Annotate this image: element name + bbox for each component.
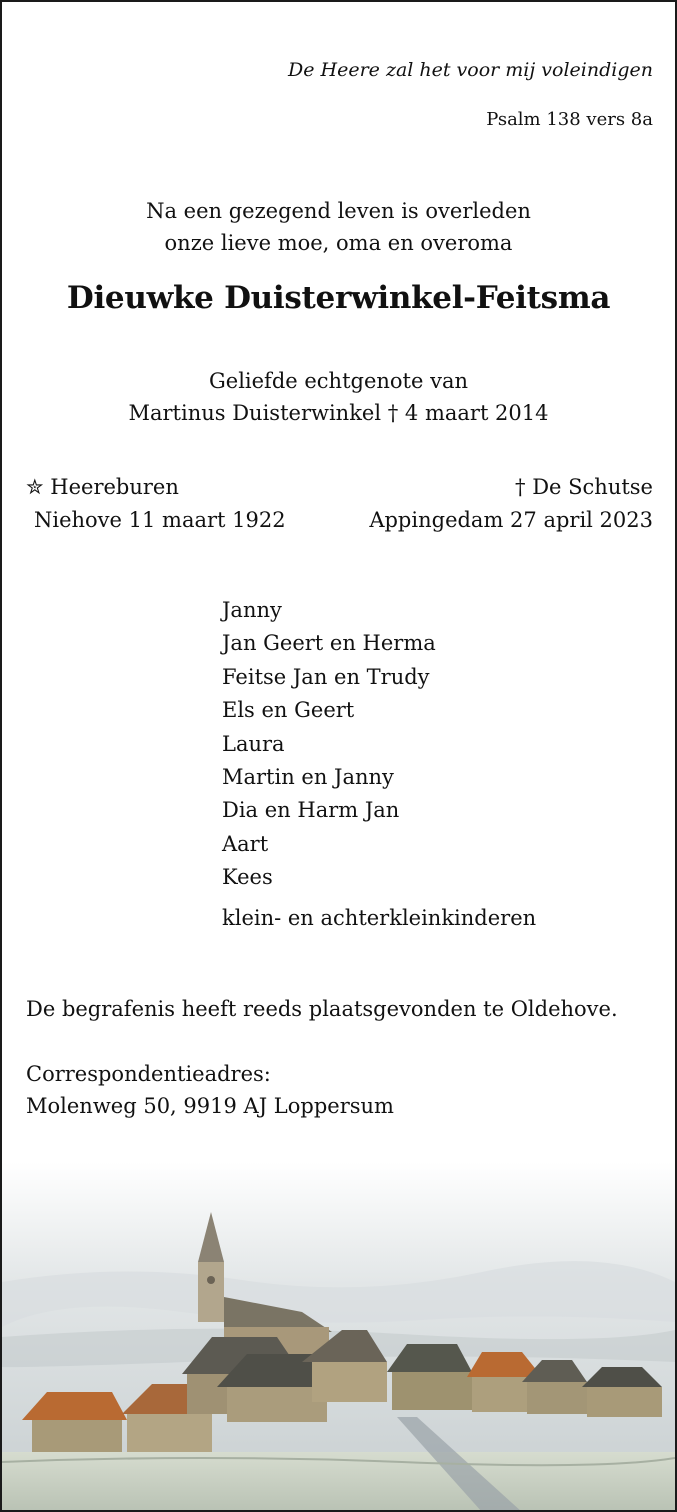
spouse-line-2: Martinus Duisterwinkel † 4 maart 2014 bbox=[128, 401, 549, 425]
list-item: Feitse Jan en Trudy bbox=[222, 664, 430, 689]
birth-date: Niehove 11 maart 1922 bbox=[34, 508, 286, 532]
field bbox=[2, 1452, 675, 1512]
bible-verse: De Heere zal het voor mij voleindigen bbox=[288, 59, 653, 81]
death-place: † De Schutse bbox=[515, 475, 653, 499]
list-item: Aart bbox=[222, 831, 269, 856]
list-item: Janny bbox=[222, 598, 282, 622]
death-block bbox=[369, 471, 653, 537]
funeral-note: De begrafenis heeft reeds plaatsgevonden te Oldehove. bbox=[26, 997, 618, 1021]
list-item: Kees bbox=[222, 865, 273, 890]
correspondence-label: Correspondentieadres: bbox=[26, 1062, 271, 1086]
correspondence-address: Molenweg 50, 9919 AJ Loppersum bbox=[26, 1094, 394, 1118]
correspondence-block bbox=[26, 1058, 394, 1122]
list-item: Els en Geert bbox=[222, 698, 355, 723]
birth-place: ✮ Heereburen bbox=[26, 475, 179, 499]
death-date: Appingedam 27 april 2023 bbox=[369, 508, 653, 532]
village-painting bbox=[2, 1162, 675, 1512]
deceased-name: Dieuwke Duisterwinkel-Feitsma bbox=[66, 280, 611, 316]
list-item: Martin en Janny bbox=[222, 765, 394, 790]
intro-line-1: Na een gezegend leven is overleden bbox=[146, 199, 531, 223]
spouse-line-1: Geliefde echtgenote van bbox=[208, 369, 469, 393]
grandchildren-line: klein- en achterkleinkinderen bbox=[222, 906, 537, 930]
list-item: Dia en Harm Jan bbox=[222, 798, 400, 823]
birth-block bbox=[26, 471, 286, 537]
intro-line-2: onze lieve moe, oma en overoma bbox=[164, 231, 513, 255]
list-item: Jan Geert en Herma bbox=[222, 631, 436, 656]
verse-reference: Psalm 138 vers 8a bbox=[486, 109, 653, 130]
children-list bbox=[222, 594, 436, 895]
list-item: Laura bbox=[222, 731, 285, 756]
